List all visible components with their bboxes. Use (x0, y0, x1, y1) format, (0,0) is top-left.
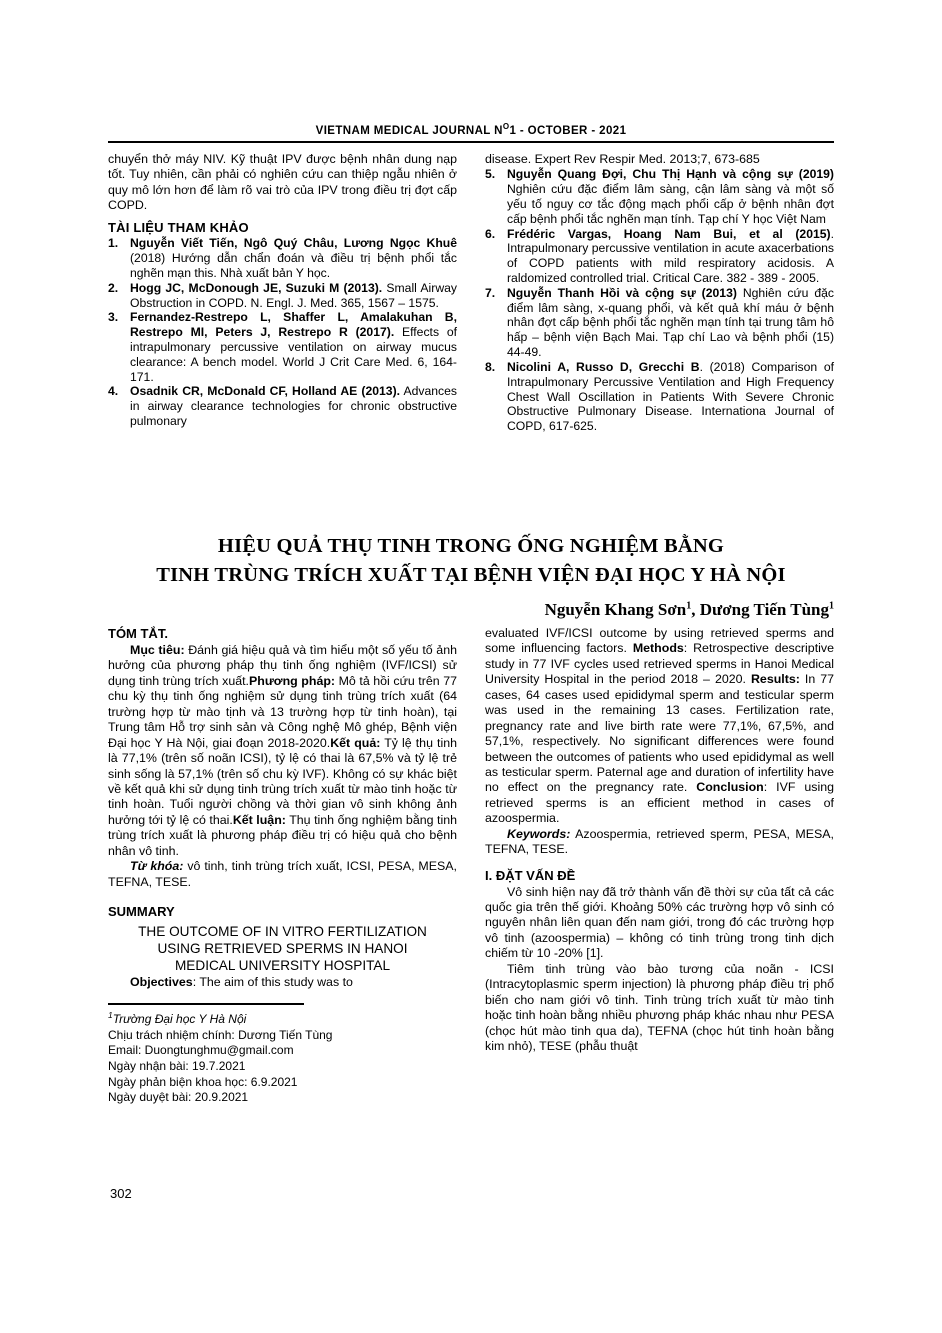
text-method: Mô tả hồi cứu trên 77 chu kỳ thụ tinh ống nghiệm sử dụng tinh trùng trích xuất (64 trường hợp từ mào tịnh và 13 trường hợp từ tinh hoàn), tại Trung tâm Hỗ trợ sinh sản và Công nghệ Mô ghép, Bệnh viện Đại học Y Hà Nội, giai đoạn 2018-2020. (108, 673, 458, 750)
text-methods: : Retrospective descriptive study in 77 IVF cycles used retrieved sperms in Hanoi Medical University Hospital in the period 2018 – 2020. (485, 641, 834, 687)
text-objectives-cont: evaluated IVF/ICSI outcome by using retrieved sperms and some influencing factors. (485, 626, 834, 656)
reference-authors: Nguyễn Quang Đợi, Chu Thị Hạnh và cộng sự (2019) (507, 167, 834, 182)
references-right-column (485, 152, 834, 434)
label-results: Results: (750, 672, 800, 687)
reference-rest: Small Airway Obstruction in COPD. N. Engl. J. Med. 365, 1567 – 1575. (130, 280, 457, 310)
reference-rest: Nghiên cứu đặc điểm lâm sàng, cận lâm sàng và một số yếu tố nguy cơ tắc động mạch phổi cấp ở bệnh nhân đợt cấp bệnh phổi tắc nghẽn mạn tính. Tạp chí Y học Việt Nam (507, 182, 834, 226)
references-heading: TÀI LIỆU THAM KHẢO (108, 220, 249, 236)
label-result: Kết quả: (330, 735, 381, 750)
running-head-prefix: VIETNAM MEDICAL JOURNAL N (315, 124, 503, 137)
intro-paragraph-1: Vô sinh hiện nay đã trở thành vấn đề thời sự của tất cả các quốc gia trên thế giới. Khoảng 50% các trường hợp vô sinh có nguyên nhân liên quan đến nam giới, trong đó các trường hợp vô tinh (azoospermia) – không có tinh trùng trong tinh dịch chiếm từ 10 -20% [1]. (485, 884, 834, 961)
reference-authors: Fernandez-Restrepo L, Shaffer L, Amalakuhan B, Restrepo MI, Peters J, Restrepo R (2017). (130, 310, 457, 340)
author-name-1: Nguyễn Khang Sơn (544, 600, 687, 619)
reference-rest: Advances in airway clearance technologies for chronic obstructive pulmonary (130, 384, 457, 428)
text-conclusion: Thụ tinh ống nghiệm bằng tinh trùng trích xuất là phương pháp điều trị có hiệu quả cho bệnh nhân vô tinh. (108, 812, 457, 858)
reference-authors: Nguyễn Viết Tiến, Ngô Quý Châu, Lương Ngọc Khuê (130, 236, 457, 251)
text-results: In 77 cases, 64 cases used epididymal sperm and testicular sperm was used in the remaining 13 cases. Fertilization rate, pregnancy rate and live birth rate were 77,1%, 67,5%, and 57,1%, respectively. No significant differences were found between the outcomes of patients who used epididymal as well as testicular sperm. Paternal age and duration of infertility have no effect on the pregnancy rate. (485, 672, 834, 795)
label-conclusion: Kết luận: (232, 812, 286, 827)
reference-list-left (108, 236, 457, 429)
reference-rest: . (2018) Comparison of Intrapulmonary Percussive Ventilation and High Frequency Chest Wall Oscillation in Patients With Severe Chronic Obstructive Pulmonary Disease. Internationa Journal of COPD, 617-625. (507, 359, 834, 434)
keywords-label-en: Keywords: (507, 826, 571, 841)
abstract-vi-body (108, 643, 457, 859)
abstract-heading-vi-text: TÓM TẮT (108, 626, 165, 641)
abstract-heading-vi-suffix: . (164, 626, 168, 641)
abstract-right-column (485, 626, 834, 1106)
footnote-affiliation (108, 1010, 457, 1028)
reference-rest: Nghiên cứu đặc điểm lâm sàng, x-quang phổi, và kết quả khí máu ở bệnh nhân đợt cấp bệnh phổi tắc nghẽn mạn tính tại trung tâm hô hấp – bệnh viện Bạch Mai. Tạp chí Lao và bệnh phổi (15) 44-49. (507, 285, 834, 360)
page-number: 302 (110, 1186, 132, 1201)
reference-authors: Nguyễn Thanh Hồi và cộng sự (2013) (507, 285, 737, 300)
footnote-received-date: Ngày nhận bài: 19.7.2021 (108, 1058, 246, 1073)
keywords-text-vi: vô tinh, tinh trùng trích xuất, ICSI, PESA, MESA, TEFNA, TESE. (108, 859, 457, 889)
article-title-line-1: HIỆU QUẢ THỤ TINH TRONG ỐNG NGHIỆM BẰNG (217, 535, 725, 557)
footnote-email: Email: Duongtunghmu@gmail.com (108, 1043, 294, 1058)
references-left-column (108, 152, 457, 434)
reference-number: 1. (108, 236, 119, 251)
author-affiliation-marker: 1 (829, 600, 834, 612)
footnote-responsible: Chịu trách nhiệm chính: Dương Tiến Tùng (108, 1027, 333, 1042)
reference-authors: Frédéric Vargas, Hoang Nam Bui, et al (2015) (507, 226, 831, 241)
reference-item (485, 360, 834, 434)
reference-item (108, 384, 457, 428)
footnote-rule (108, 1003, 304, 1005)
reference-number: 3. (108, 310, 119, 325)
label-methods: Methods (632, 641, 684, 656)
header-rule (108, 141, 834, 143)
footnote-marker: 1 (108, 1010, 113, 1021)
text-conclusion-en: : IVF using retrieved sperms is an efficient method in cases of azoospermia. (485, 780, 834, 826)
author-separator: , (691, 600, 700, 619)
abstract-vi-keywords (108, 859, 457, 890)
abstract-left-column (108, 626, 457, 1106)
reference-list-right (485, 167, 834, 434)
reference-number: 2. (108, 280, 119, 295)
label-conclusion-en: Conclusion (696, 780, 764, 795)
keywords-text-en: Azoospermia, retrieved sperm, PESA, MESA, TEFNA, TESE. (485, 826, 834, 857)
reference-number: 5. (485, 167, 496, 182)
english-title-line-3: MEDICAL UNIVERSITY HOSPITAL (174, 958, 391, 974)
article-authors (108, 600, 834, 620)
section-heading-intro: I. ĐẶT VẤN ĐỀ (485, 867, 576, 883)
text-objective: Đánh giá hiệu quả và tìm hiểu một số yếu tố ảnh hưởng của phương pháp thụ tinh ống nghiệm (IVF/ICSI) sử dụng tinh trùng trích xuất. (108, 643, 457, 688)
english-title-line-2: USING RETRIEVED SPERMS IN HANOI (157, 941, 408, 957)
reference-item (108, 310, 457, 384)
running-head-suffix: 1 - OCTOBER - 2021 (509, 124, 627, 137)
summary-en-body (485, 626, 834, 827)
text-objectives-partial: : The aim of this study was to (192, 975, 353, 990)
article-title-line-2: TINH TRÙNG TRÍCH XUẤT TẠI BỆNH VIỆN ĐẠI HỌC Y HÀ NỘI (156, 564, 786, 587)
reference-rest: Effects of intrapulmonary percussive ventilation on airway mucus clearance: A bench model. World J Crit Care Med. 6, 164-171. (130, 325, 457, 384)
english-title-line-1: THE OUTCOME OF IN VITRO FERTILIZATION (138, 924, 427, 939)
footnote-accepted-date: Ngày duyệt bài: 20.9.2021 (108, 1090, 249, 1105)
reference-item (485, 167, 834, 226)
continued-paragraph: chuyển thở máy NIV. Kỹ thuật IPV được bệnh nhân dung nạp tốt. Tuy nhiên, cần phải có nghiên cứu can thiệp ngẫu nhiên ở quy mô lớn hơn để làm rõ vai trò của IPV trong điều trị đợt cấp COPD. (108, 152, 457, 212)
abstract-columns (108, 626, 834, 1106)
intro-paragraph-2: Tiêm tinh trùng vào bào tương của noãn - ICSI (Intracytoplasmic sperm injection) là phương pháp điều trị phổ biến cho nam giới vô tinh. Tinh trùng trích xuất từ mào tinh hoặc tinh hoàn bằng nhiều phương pháp khác nhau như PESA (chọc hút mào tinh qua da), TEFNA (chọc hút tinh hoàn bằng kim nhỏ), TESE (phẫu thuật (485, 961, 834, 1053)
label-objective: Mục tiêu: (130, 643, 185, 657)
footnote-review-date: Ngày phản biện khoa học: 6.9.2021 (108, 1074, 298, 1089)
reference-item (485, 286, 834, 360)
author-name-2: Dương Tiến Tùng (699, 600, 829, 619)
text-result: Tỷ lệ thụ tinh là 77,1% (trên số noãn ICSI), tỷ lệ có thai là 67,5% và tỷ lệ trẻ sinh sống là 57,1% (trên số chu kỳ IVF). Không có sự khác biệt về kết quả khi sử dụng tinh trùng trích xuất từ mào tinh hoặc từ tinh hoàn. Tuổi người chồng và thời gian vô sinh không ảnh hưởng tới tỷ lệ có thai. (108, 735, 457, 827)
running-head (108, 122, 834, 137)
reference-item (108, 236, 457, 280)
reference-continued-line: disease. Expert Rev Respir Med. 2013;7, 673-685 (485, 152, 760, 166)
reference-rest: (2018) Hướng dẫn chẩn đoán và điều trị bệnh phổi tắc nghẽn mạn this. Nhà xuất bản Y học. (130, 251, 457, 280)
summary-objectives-start (108, 975, 457, 990)
running-head-sup: O (502, 122, 510, 131)
english-title (108, 923, 457, 974)
reference-authors: Osadnik CR, McDonald CF, Holland AE (2013). (130, 384, 401, 399)
reference-number: 4. (108, 384, 119, 399)
footnote-affiliation-text: Trường Đại học Y Hà Nội (112, 1012, 247, 1027)
reference-authors: Nicolini A, Russo D, Grecchi B (507, 359, 700, 374)
reference-item (108, 281, 457, 311)
reference-authors: Hogg JC, McDonough JE, Suzuki M (2013). (130, 280, 383, 295)
reference-number: 8. (485, 359, 496, 374)
label-objectives: Objectives (130, 975, 193, 990)
summary-heading-en: SUMMARY (108, 904, 175, 919)
article-title (108, 532, 834, 590)
label-method: Phương pháp: (249, 673, 336, 688)
reference-rest: . Intrapulmonary percussive ventilation in acute axacerbations of COPD patients with mild respiratory acidosis. A raldomized controlled trial. Critical Care. 382 - 389 - 2005. (507, 226, 834, 285)
keywords-label-vi: Từ khóa: (130, 859, 184, 874)
author-affiliation-marker: 1 (686, 600, 692, 612)
reference-number: 6. (485, 226, 496, 241)
references-columns (108, 152, 834, 434)
summary-en-keywords (485, 827, 834, 858)
reference-number: 7. (485, 285, 496, 300)
abstract-heading-vi (108, 626, 457, 641)
reference-item (485, 227, 834, 286)
